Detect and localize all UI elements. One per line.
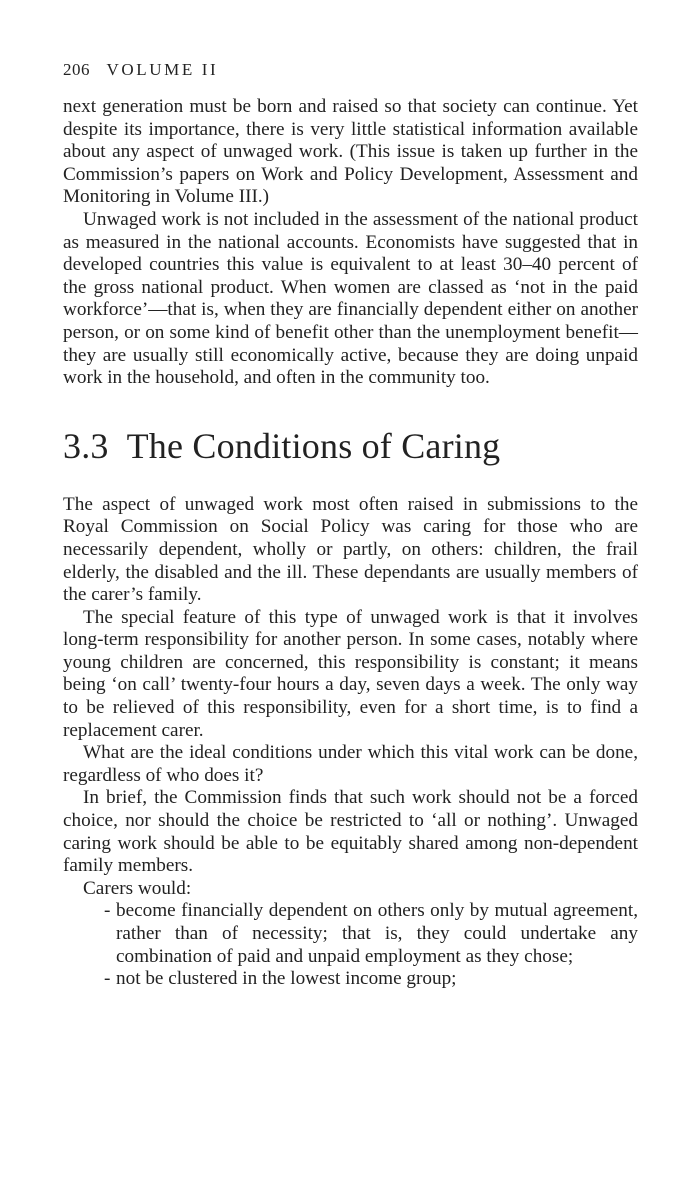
list-dash: -	[104, 968, 111, 990]
body-text-before	[63, 96, 638, 390]
paragraph: Unwaged work is not included in the assessment of the national product as measured in the national accounts. Economists have suggested that in developed countries this value is equivalent to at least 30–40 percent of the gross national product. When women are classed as ‘not in the paid workforce’—that is, when they are financially dependent either on another person, or on some kind of benefit other than the unemployment benefit—they are usually still economically active, because they are doing unpaid work in the household, and often in the community too.	[63, 208, 638, 389]
list-dash: -	[104, 900, 111, 922]
paragraph: The special feature of this type of unwaged work is that it involves long-term responsibility for another person. In some cases, notably where young children are concerned, this responsibility is constant; it means being ‘on call’ twenty-four hours a day, seven days a week. The only way to be relieved of this responsibility, even for a short time, is to find a replacement carer.	[63, 606, 638, 741]
list-item	[104, 968, 638, 991]
section-heading	[63, 424, 638, 468]
running-head	[63, 58, 638, 82]
paragraph: What are the ideal conditions under which this vital work can be done, regardless of who does it?	[63, 742, 638, 786]
paragraph: next generation must be born and raised so that society can continue. Yet despite its importance, there is very little statistical information available about any aspect of unwaged work. (This issue is taken up further in the Commission’s papers on Work and Policy Development, Assessment and Monitoring in Volume III.)	[63, 96, 638, 208]
carers-list	[63, 900, 638, 990]
body-text-after	[63, 494, 638, 901]
list-item-text: become financially dependent on others only by mutual agreement, rather than of necessity; that is, they could undertake any combination of paid and unpaid employment as they chose;	[116, 900, 638, 967]
paragraph: Carers would:	[83, 877, 192, 899]
book-page	[63, 58, 638, 991]
volume-label: VOLUME II	[106, 60, 219, 79]
list-item	[104, 900, 638, 968]
paragraph: The aspect of unwaged work most often raised in submissions to the Royal Commission on Social Policy was caring for those who are necessarily dependent, wholly or partly, on others: children, the frail elderly, the disabled and the ill. These dependants are usually members of the carer’s family.	[63, 493, 638, 606]
list-item-text: not be clustered in the lowest income group;	[116, 968, 457, 990]
page-number: 206	[63, 60, 90, 79]
section-number: 3.3	[63, 425, 109, 466]
section-title: The Conditions of Caring	[126, 425, 501, 466]
paragraph: In brief, the Commission finds that such work should not be a forced choice, nor should the choice be restricted to ‘all or nothing’. Unwaged caring work should be able to be equitably shared among non-dependent family members.	[63, 787, 638, 877]
